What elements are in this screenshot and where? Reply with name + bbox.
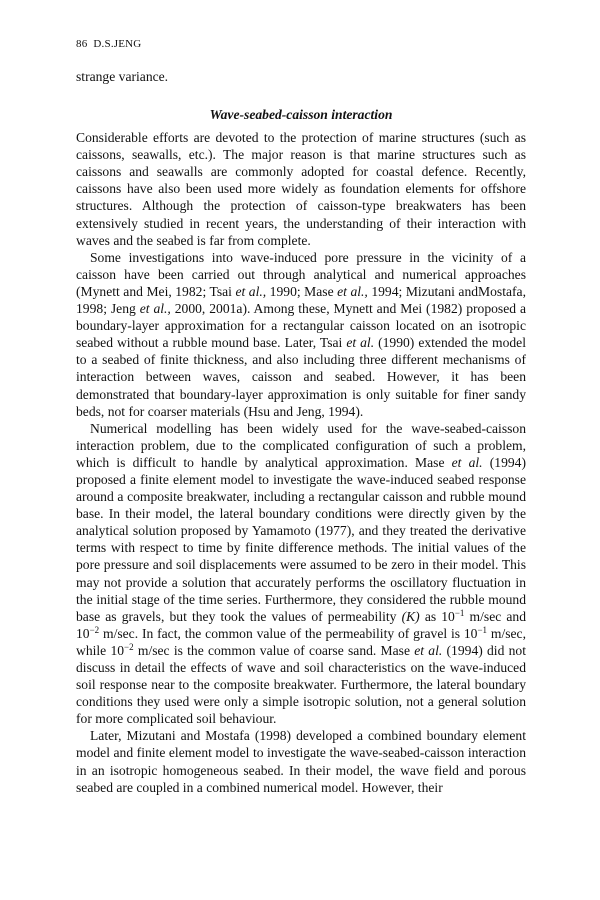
paragraph-3: Numerical modelling has been widely used for the wave-seabed-caisson interaction problem, due to the complicated configuration of such a problem, which is difficult to handle by analytical approximation. Mase et al. (1994) proposed a finite element model to investigate the wave-induced seabed response around a composite breakwater, including a rectangular caisson and rubble mound base. In their model, the lateral boundary conditions were directly given by the analytical solution proposed by Yamamoto (1977), and they treated the derivative terms with respect to time by finite difference methods. The initial values of the pore pressure and soil displacements were assumed to be zero in their model. This may not provide a solution that accurately performs the oscillatory fluctuation in the initial stage of the time series. Furthermore, they considered the rubble mound base as gravels, but they took the values of permeability (K) as $10^{-1}$ m/sec and $10^{-2}$ m/sec. In fact, the common value of the permeability of gravel is $10^{-1}$ m/sec, while $10^{-2}$ m/sec is the common value of coarse sand. Mase et al. (1994) did not discuss in detail the effects of wave and soil characteristics on the wave-induced soil response near to the composite breakwater. Furthermore, the lateral boundary conditions they used were only a simple isotropic solution, not a general solution for more complicated soil behaviour. xyxy=(76,420,527,727)
section-heading: Wave-seabed-caisson interaction xyxy=(209,107,393,123)
paragraph-4: Later, Mizutani and Mostafa (1998) developed a combined boundary element model and finite element model to investigate the wave-seabed-caisson interaction in an isotropic homogeneous seabed. In their model, the wave field and porous seabed are coupled in a combined numerical model. However, their xyxy=(76,728,526,795)
paragraph-1: Considerable efforts are devoted to the protection of marine structures (such as caissons, seawalls, etc.). The major reason is that marine structures such as caissons and seawalls are commonly adopted for coastal defence. Recently, caissons have also been used more widely as foundation elements for offshore structures. Although the protection of caisson-type breakwaters has been extensively studied in recent years, the understanding of their interaction with waves and the seabed is far from complete. xyxy=(76,130,526,248)
page-number: 86 xyxy=(76,38,88,50)
carryover-text: strange variance. xyxy=(76,69,169,84)
running-header xyxy=(76,36,526,52)
page xyxy=(76,36,526,796)
running-head-author: D.S.JENG xyxy=(93,38,142,50)
paragraph-2: Some investigations into wave-induced pore pressure in the vicinity of a caisson have been carried out through analytical and numerical approaches (Mynett and Mei, 1982; Tsai et al., 1990; Mase et al., 1994; Mizutani andMostafa, 1998; Jeng et al., 2000, 2001a). Among these, Mynett and Mei (1982) proposed a boundary-layer approximation for a rectangular caisson located on an isotropic seabed without a rubble mound base. Later, Tsai et al. (1990) extended the model to a seabed of finite thickness, and also including three different mechanisms of interaction between waves, caisson and seabed. However, it has been demonstrated that boundary-layer approximation is only suitable for finer sandy beds, not for coarser materials (Hsu and Jeng, 1994). xyxy=(76,249,526,419)
